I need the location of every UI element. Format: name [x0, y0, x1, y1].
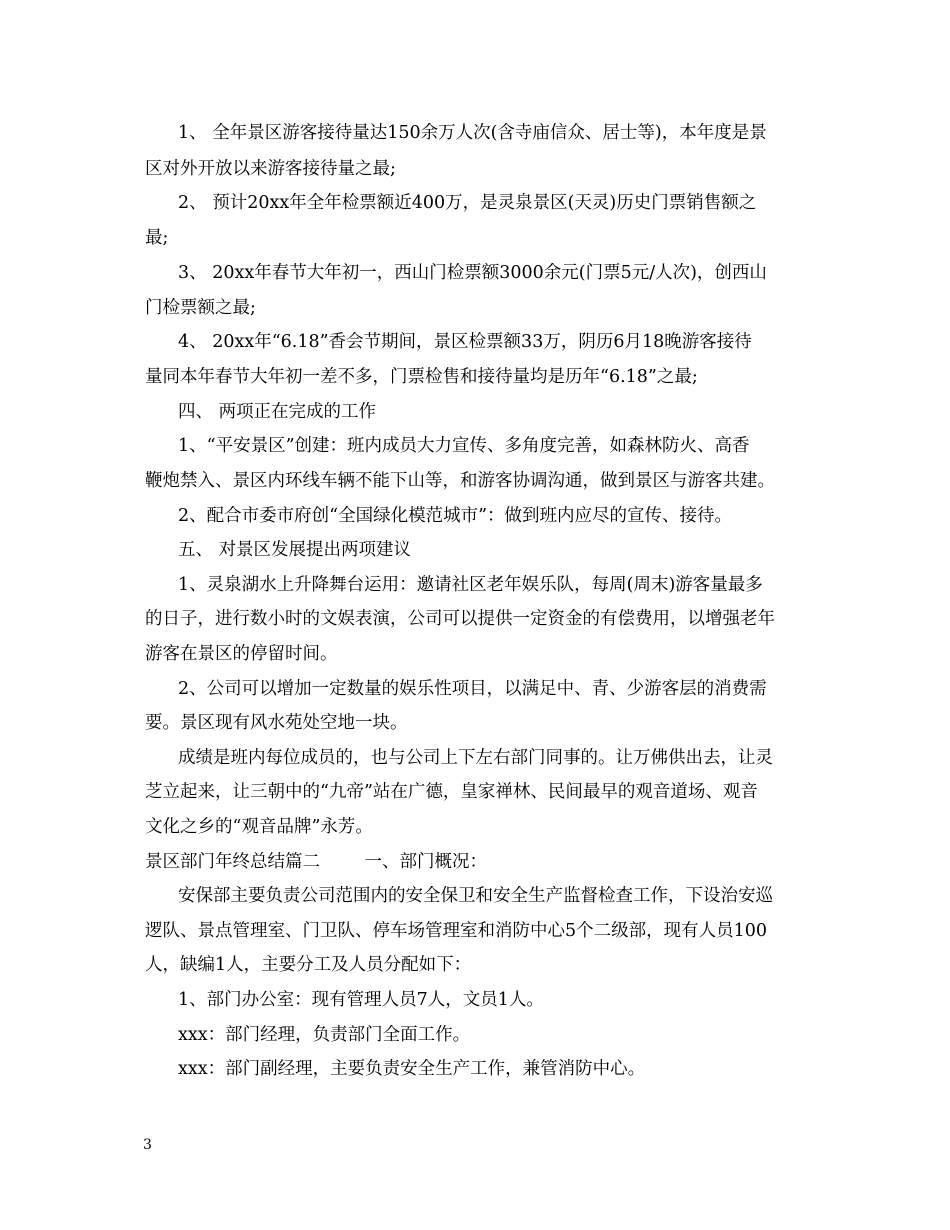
text-line: 1、“平安景区”创建：班内成员大力宣传、多角度完善，如森林防火、高香: [178, 436, 750, 456]
section-heading: 四、 两项正在完成的工作: [178, 402, 377, 422]
text-line: 逻队、景点管理室、门卫队、停车场管理室和消防中心5个二级部，现有人员100: [145, 921, 768, 941]
section-heading: 五、 对景区发展提出两项建议: [178, 540, 412, 560]
text-line: 区对外开放以来游客接待量之最;: [145, 159, 396, 179]
text-line: 门检票额之最;: [145, 298, 256, 318]
text-line: xxx：部门经理，负责部门全面工作。: [178, 1025, 471, 1045]
text-line: 安保部主要负责公司范围内的安全保卫和安全生产监督检查工作，下设治安巡: [178, 886, 773, 906]
text-line: 2、配合市委市府创“全国绿化模范城市”：做到班内应尽的宣传、接待。: [178, 506, 733, 526]
text-line: 游客在景区的停留时间。: [145, 644, 338, 664]
text-line: 量同本年春节大年初一差不多，门票检售和接待量均是历年“6.18”之最;: [145, 367, 698, 387]
text-line: 1、 全年景区游客接待量达150余万人次(含寺庙信众、居士等)，本年度是景: [178, 123, 767, 143]
text-line: 成绩是班内每位成员的，也与公司上下左右部门同事的。让万佛供出去，让灵: [178, 748, 773, 768]
text-line: 的日子，进行数小时的文娱表演，公司可以提供一定资金的有偿费用，以增强老年: [145, 609, 775, 629]
text-line: 芝立起来，让三朝中的“九帝”站在广德，皇家禅林、民间最早的观音道场、观音: [145, 782, 758, 802]
text-line: 要。景区现有风水苑处空地一块。: [145, 713, 408, 733]
text-line: 4、 20xx年“6.18”香会节期间，景区检票额33万，阴历6月18晚游客接待: [178, 332, 752, 352]
text-line: 1、部门办公室：现有管理人员7人，文员1人。: [178, 990, 544, 1010]
text-line: 最;: [145, 228, 169, 248]
text-line: 鞭炮禁入、景区内环线车辆不能下山等，和游客协调沟通，做到景区与游客共建。: [145, 471, 775, 491]
text-line: 3、 20xx年春节大年初一，西山门检票额3000余元(门票5元/人次)，创西山: [178, 263, 767, 283]
text-line: 2、 预计20xx年全年检票额近400万，是灵泉景区(天灵)历史门票销售额之: [178, 193, 757, 213]
text-line: 人，缺编1人，主要分工及人员分配如下：: [145, 955, 472, 975]
text-line: 文化之乡的“观音品牌”永芳。: [145, 817, 373, 837]
page-number: 3: [143, 1137, 152, 1153]
text-line: 1、灵泉湖水上升降舞台运用：邀请社区老年娱乐队，每周(周末)游客量最多: [178, 575, 763, 595]
section-title: 景区部门年终总结篇二 一、部门概况：: [145, 852, 488, 872]
text-line: 2、公司可以增加一定数量的娱乐性项目，以满足中、青、少游客层的消费需: [178, 679, 767, 699]
text-line: xxx：部门副经理，主要负责安全生产工作，兼管消防中心。: [178, 1059, 646, 1079]
